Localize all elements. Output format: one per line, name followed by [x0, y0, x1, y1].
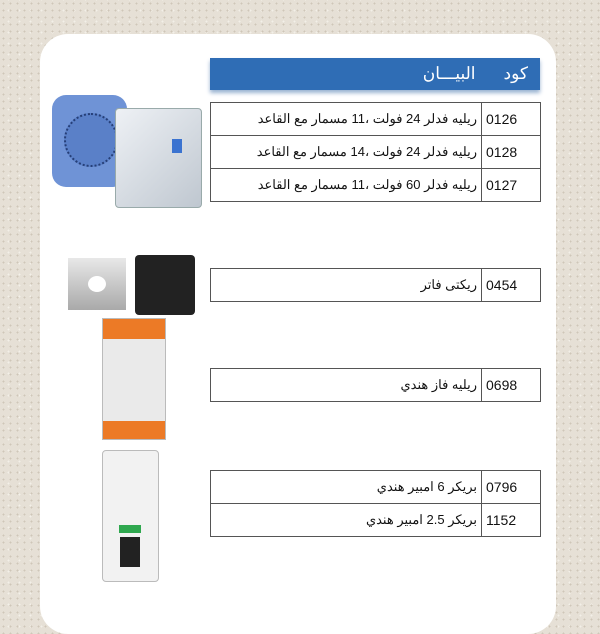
item-description: ريكتى فاتر	[211, 269, 482, 302]
circuit-breaker-image	[102, 450, 159, 582]
table-row	[211, 504, 541, 537]
bridge-rectifier-image	[68, 258, 126, 310]
table-row	[211, 369, 541, 402]
item-description: بريكر 6 امبير هندي	[211, 471, 482, 504]
item-description: ريليه فدلر 60 فولت ،11 مسمار مع القاعد	[211, 169, 482, 202]
bridge-rectifier-image-2	[135, 255, 195, 315]
item-description: ريليه فاز هندي	[211, 369, 482, 402]
table-row	[211, 136, 541, 169]
item-code: 0126	[482, 103, 541, 136]
item-code: 0454	[482, 269, 541, 302]
table-header	[210, 58, 540, 90]
code-column-header: كود	[503, 64, 528, 83]
relay-image	[115, 108, 202, 208]
table-row	[211, 471, 541, 504]
item-description: ريليه فدلر 24 فولت ،11 مسمار مع القاعد	[211, 103, 482, 136]
table-row	[211, 103, 541, 136]
table-row	[211, 269, 541, 302]
table-row	[211, 169, 541, 202]
relay-table	[210, 102, 541, 202]
item-code: 0796	[482, 471, 541, 504]
breaker-table	[210, 470, 541, 537]
description-column-header: البيـــان	[422, 64, 476, 83]
item-description: بريكر 2.5 امبير هندي	[211, 504, 482, 537]
item-code: 0698	[482, 369, 541, 402]
item-code: 0128	[482, 136, 541, 169]
phase-relay-image	[102, 318, 166, 440]
item-code: 1152	[482, 504, 541, 537]
phase-relay-table	[210, 368, 541, 402]
item-code: 0127	[482, 169, 541, 202]
rectifier-table	[210, 268, 541, 302]
item-description: ريليه فدلر 24 فولت ،14 مسمار مع القاعد	[211, 136, 482, 169]
